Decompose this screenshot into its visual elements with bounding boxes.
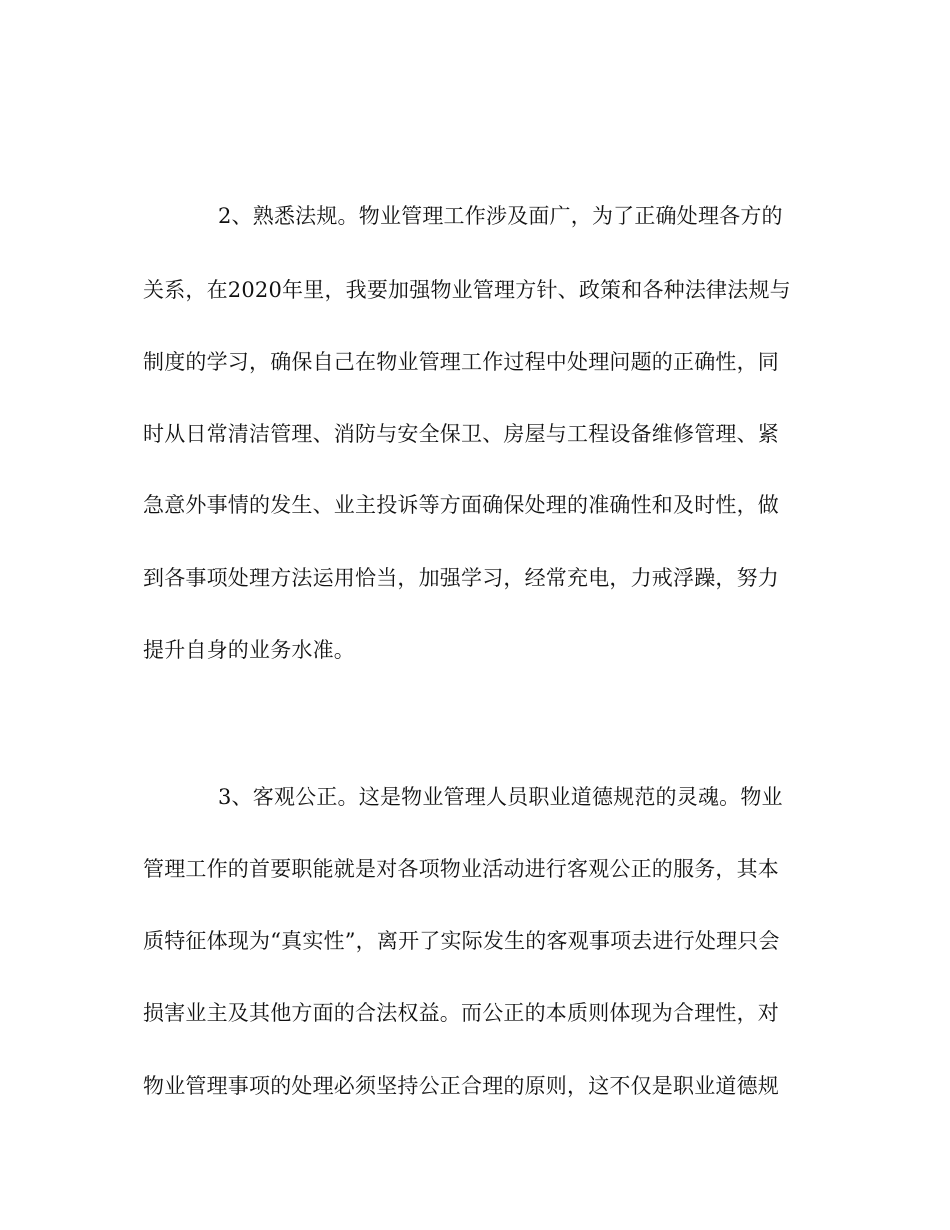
text-line: 提升自身的业务水准。 <box>143 638 355 662</box>
text-line: 时从日常清洁管理、消防与安全保卫、房屋与工程设备维修管理、紧 <box>143 422 779 446</box>
text-line: 3、客观公正。这是物业管理人员职业道德规范的灵魂。物业 <box>218 785 783 809</box>
text-line: 物业管理事项的处理必须坚持公正合理的原则，这不仅是职业道德规 <box>143 1074 779 1098</box>
text-line: 2、熟悉法规。物业管理工作涉及面广，为了正确处理各方的 <box>218 204 783 228</box>
text-line: 损害业主及其他方面的合法权益。而公正的本质则体现为合理性，对 <box>143 1001 779 1025</box>
text-line: 制度的学习，确保自己在物业管理工作过程中处理问题的正确性，同 <box>143 350 779 374</box>
text-line: 质特征体现为“真实性”，离开了实际发生的客观事项去进行处理只会 <box>143 929 780 953</box>
text-line: 急意外事情的发生、业主投诉等方面确保处理的准确性和及时性，做 <box>143 493 779 517</box>
text-line: 关系，在2020年里，我要加强物业管理方针、政策和各种法律法规与 <box>143 278 791 302</box>
text-line: 管理工作的首要职能就是对各项物业活动进行客观公正的服务，其本 <box>143 857 779 881</box>
text-line: 到各事项处理方法运用恰当，加强学习，经常充电，力戒浮躁，努力 <box>143 566 779 590</box>
